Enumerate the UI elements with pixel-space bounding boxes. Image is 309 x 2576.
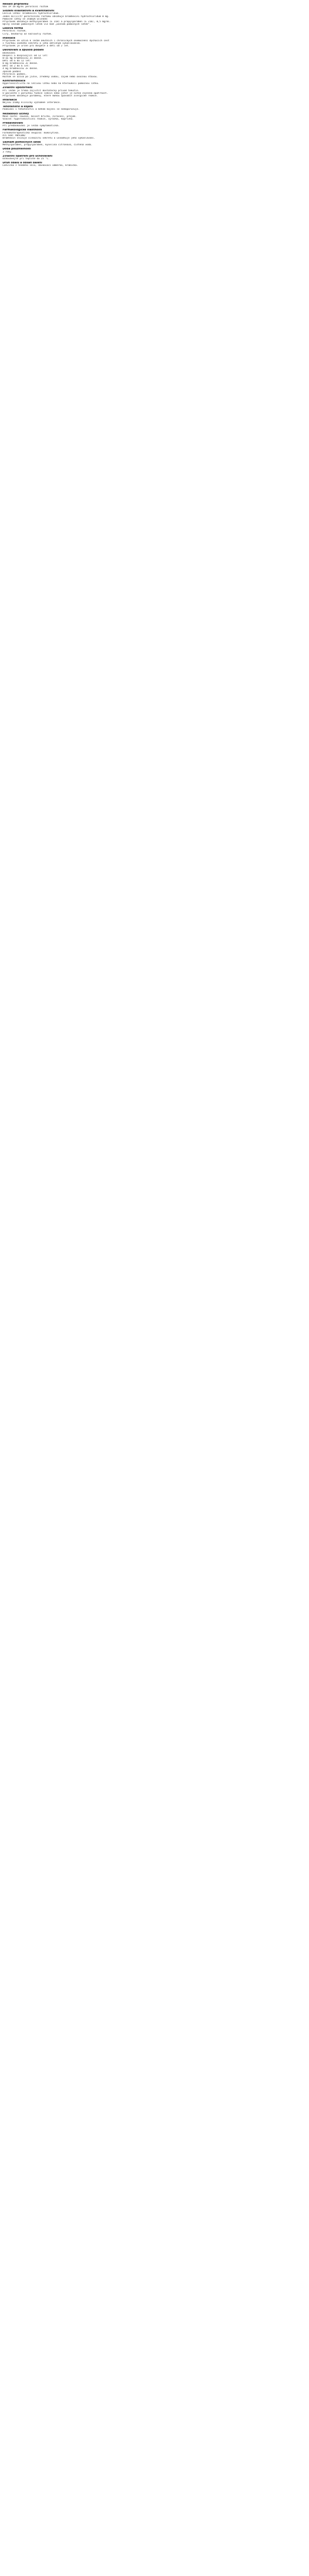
section-heading: Interakce [3, 99, 17, 101]
paragraph-line: Způsob podání [3, 70, 21, 73]
paragraph-line: Lahvička z hnědého skla, dávkovací odměrka, krabička. [3, 164, 78, 167]
section-heading: Seznam pomocných látek [3, 141, 41, 144]
section-heading: Kontraindikace [3, 80, 26, 83]
section-heading: Něsalo přípravku [3, 3, 28, 6]
section-heading: Těhotenství a kojení [3, 106, 33, 109]
paragraph-line: Nejsou známy klinicky významné interakce. [3, 101, 61, 105]
section-heading: Zvláštní opatření pro uchovávání [3, 155, 53, 158]
paragraph-line: 8 mg bromhexinu 3× denně. [3, 62, 39, 65]
paragraph-line: 3 roky. [3, 150, 13, 154]
paragraph-line: Jeden mililitr perorálního roztoku obsahuje bromhexini hydrochloridum 8 mg. [3, 15, 110, 18]
paragraph-line: Přípravek obsahuje parabeny, které mohou způsobit alergické reakce. [3, 94, 98, 97]
paragraph-line: Farmakoterapeutická skupina: mukolytika. [3, 131, 60, 134]
paragraph-line: Dávkování [3, 52, 15, 55]
paragraph-line: 4 mg bromhexinu 3× denně. [3, 67, 39, 71]
paragraph-line: Hypersenzitivita na léčivou látku nebo na kteroukoli pomocnou látku. [3, 82, 100, 86]
section-heading: Dávkování a způsob podání [3, 49, 44, 52]
section-heading: Doba použitelnosti [3, 148, 31, 151]
paragraph-line: U pacientů s poruchou funkce ledvin nebo jater je nutná zvýšená opatrnost. [3, 92, 108, 95]
paragraph-line: Methylparaben, propylparaben, kyselina citronová, čištěná voda. [3, 144, 93, 147]
paragraph-line: Děti od 6 do 12 let: [3, 59, 31, 62]
paragraph-line: s tvorbou vazkého sekretu a jeho obtížným vykašláváním. [3, 42, 81, 45]
paragraph-line: Roztok se užívá po jídle, zředěný vodou, čajem nebo ovocnou šťávou. [3, 75, 98, 78]
section-heading: Zvláštní upozornění [3, 87, 33, 90]
section-heading: Druh obalu a obsah balení [3, 161, 42, 164]
section-heading: Složení kvalitativní a kvantitativní [3, 10, 55, 13]
paragraph-line: Děti od 2 do 6 let: [3, 65, 30, 68]
paragraph-line: Při léčbě je třeba zajistit dostatečný přívod tekutin. [3, 89, 80, 92]
paragraph-line: Při předávkování je léčba symptomatická. [3, 125, 60, 128]
paragraph-line: Perorální roztok. [3, 30, 27, 33]
document-body [0, 0, 309, 168]
paragraph-line: Perorální podání. [3, 73, 27, 76]
paragraph-line: Méně časté: nauzea, bolest břicha, zvracení, průjem. [3, 115, 77, 118]
paragraph-line: Přípravek se užívá k léčbě akutních i chronických onemocnění dýchacích cest [3, 39, 110, 42]
paragraph-line: Vax IP 10 mg/ml perorální roztok [3, 6, 48, 9]
paragraph-line: Úplný seznam pomocných látek viz bod „Seznam pomocných látek“. [3, 23, 91, 26]
paragraph-line: Uchovávejte při teplotě do 25 °C. [3, 157, 50, 160]
paragraph-line: Pomocné látky se známým účinkem: [3, 18, 48, 21]
section-heading: Léková forma [3, 27, 23, 30]
paragraph-line: Dospělí a dospívající od 12 let: [3, 54, 48, 57]
paragraph-line: Podávání v těhotenství a během kojení se nedoporučuje. [3, 108, 80, 111]
paragraph-line: Vzácné: hypersenzitivní reakce, vyrážka, kopřivka. [3, 117, 74, 121]
paragraph-line: Léčivá látka: bromhexini hydrochloridum. [3, 12, 60, 15]
section-heading: Předávkování [3, 122, 23, 125]
paragraph-line: Čirý, bezbarvý až nažloutlý roztok. [3, 32, 53, 36]
paragraph-line: ATC kód: R05CB02 [3, 134, 26, 137]
section-heading: Farmakologické vlastnosti [3, 129, 42, 132]
paragraph-line: Přípravek obsahuje methylparaben (E 218) a propylparaben (E 216), 0,5 mg/ml. [3, 20, 111, 23]
paragraph-line: Přípravek je určen pro dospělé a děti od 2 let. [3, 45, 70, 48]
paragraph-line: Bromhexin snižuje viskozitu sekretu a usnadňuje jeho vykašlávání. [3, 137, 95, 140]
section-heading: Nežádoucí účinky [3, 112, 29, 115]
paragraph-line: 8–16 mg bromhexinu 3× denně. [3, 57, 43, 60]
section-heading: Indikace [3, 37, 15, 40]
